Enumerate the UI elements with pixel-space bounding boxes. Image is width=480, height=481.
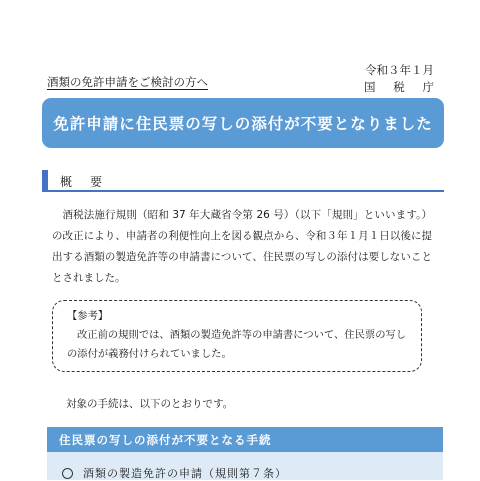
overview-paragraph: 酒税法施行規則（昭和 37 年大蔵省令第 26 号）（以下「規則」といいます。）の改正により、申請者の利便性向上を図る観点から、令和３年１月１日以後に提出する酒類の製造免許等の申請書について、住民票の写しの添付は要しないこととされました。 bbox=[52, 209, 432, 284]
targets-intro: 対象の手続は、以下のとおりです。 bbox=[66, 398, 234, 410]
procedures-header bbox=[47, 427, 443, 452]
date-office-block bbox=[364, 62, 434, 96]
overview-heading: 概 要 bbox=[60, 175, 106, 189]
title-banner bbox=[42, 98, 444, 148]
reference-box bbox=[52, 300, 422, 372]
procedure-item bbox=[62, 465, 287, 481]
procedure-item-label: 酒類の製造免許の申請（規則第７条） bbox=[83, 467, 287, 480]
issuing-office: 国税庁 bbox=[364, 80, 434, 94]
reference-body: 改正前の規則では、酒類の製造免許等の申請書について、住民票の写しの添付が義務付けられていました。 bbox=[67, 329, 407, 360]
page-title: 免許申請に住民票の写しの添付が不要となりました bbox=[53, 115, 433, 133]
overview-section-header bbox=[42, 170, 444, 192]
section-underline bbox=[42, 190, 444, 192]
procedures-heading: 住民票の写しの添付が不要となる手続 bbox=[59, 432, 272, 447]
circle-bullet-icon bbox=[62, 468, 73, 479]
section-marker bbox=[42, 170, 48, 192]
audience-label: 酒類の免許申請をご検討の方へ bbox=[47, 75, 208, 89]
reference-title: 【参考】 bbox=[67, 310, 109, 322]
issue-date: 令和３年１月 bbox=[365, 63, 434, 77]
